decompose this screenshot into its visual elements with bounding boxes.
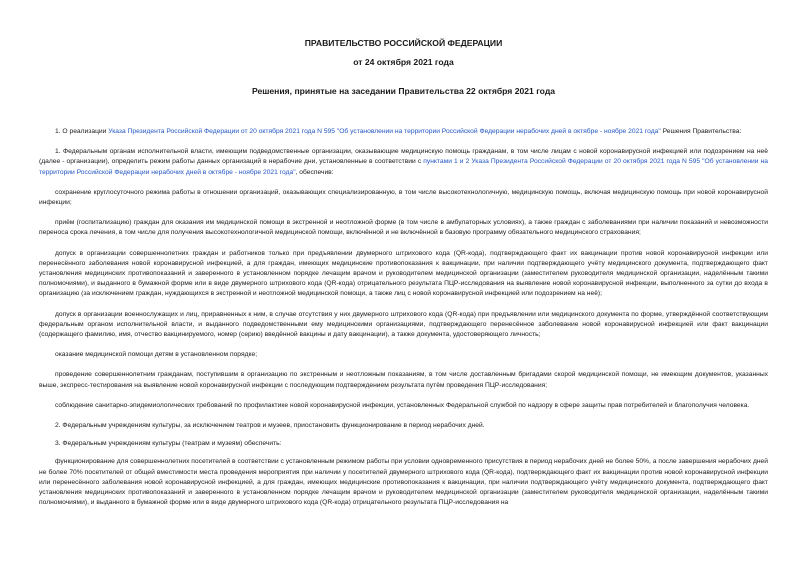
paragraph-12: функционирование для совершеннолетних посетителей в соответствии с установленным режимом работы при условии одновременного присутствия в период нерабочих дней не более 50%, а после завершения нерабочих дней не более 70% посетителей от общей вместимости места проведения мероприятия при наличии у посетителей двумерного штрихового кода (QR-кода), подтверждающего факт их вакцинации против новой коронавирусной инфекции или перенесённого заболевания новой коронавирусной инфекцией, а для граждан, имеющих медицинские противопоказания к вакцинации, при наличии подтверждающего учёту медицинского документа, подтверждающего факт установления медицинских противопоказаний и заверенного в установленном порядке лечащим врачом и руководителем медицинской организации (заместителем руководителя медицинской организации, наделённым такими полномочиями), и выданного в бумажной форме или в виде двумерного штрихового кода (QR-кода) отрицательного результата ПЦР-исследования на bbox=[39, 458, 768, 507]
paragraph-5: допуск в организации совершеннолетних граждан и работников только при предъявлении двумерного штрихового кода (QR-кода), подтверждающего факт их вакцинации против новой коронавирусной инфекции или перенесённого заболевания новой коронавирусной инфекцией, а для граждан, имеющих медицинские противопоказания к вакцинации, при наличии подтверждающего учёту медицинского документа, подтверждающего факт установления медицинских противопоказаний и заверенного в установленном порядке лечащим врачом и руководителем медицинской организации (заместителем руководителя медицинской организации, наделённым такими полномочиями), и выданного в бумажной форме или в виде двумерного штрихового кода (QR-кода) отрицательного результата ПЦР-исследования на выявление новой коронавирусной инфекции, выполненного за сутки до входа в организацию (за исключением граждан, нуждающихся в экстренной и неотложной медицинской помощи, а также лиц с новой коронавирусной инфекцией или подозрением на неё); bbox=[39, 249, 768, 298]
paragraph-text: Решения Правительства: bbox=[660, 128, 742, 135]
paragraph-3: сохранение круглосуточного режима работы в отношении организаций, оказывающих специализированную, в том числе высокотехнологичную, медицинскую помощь, включая медицинскую помощь при новой коронавирусной инфекции; bbox=[39, 188, 768, 207]
paragraph-9: соблюдение санитарно-эпидемиологических требований по профилактике новой коронавирусной инфекции, установленных Федеральной службой по надзору в сфере защиты прав потребителей и благополучия человека. bbox=[55, 401, 750, 409]
paragraph-8: проведение совершеннолетним гражданам, поступившим в организацию по экстренным и неотложным показаниям, в том числе доставленным бригадами скорой медицинской помощи, не имеющим документов, указанных выше, экспресс-тестирования на выявление новой коронавирусной инфекции с последующим подтверждением результата путём проведения ПЦР-исследования; bbox=[39, 371, 768, 389]
document-title: Решения, принятые на заседании Правительства 22 октября 2021 года bbox=[251, 86, 556, 96]
paragraph-7: оказание медицинской помощи детям в установленном порядке; bbox=[55, 351, 258, 359]
paragraph-11: 3. Федеральным учреждениям культуры (театрам и музеям) обеспечить: bbox=[55, 440, 282, 448]
paragraph-6: допуск в организации военнослужащих и лиц, приравненных к ним, в случае отсутствия у них двумерного штрихового кода (QR-кода) при предъявлении или медицинского документа по форме, утверждённой соответствующим федеральным органом исполнительной власти, и выданного подведомственными ему медицинскими организациями, подтверждающего перенесённое заболевание новой коронавирусной инфекцией или факт вакцинации (содержащего фамилию, имя, отчество вакцинируемого, номер (серию) введённой вакцины и дату вакцинации), а также документа, удостоверяющего личность; bbox=[39, 310, 768, 339]
document-date: от 24 октября 2021 года bbox=[353, 57, 454, 67]
document-body bbox=[39, 127, 768, 518]
paragraph-10: 2. Федеральным учреждениям культуры, за исключением театров и музеев, приостановить функционирование в период нерабочих дней. bbox=[55, 422, 485, 430]
paragraph-text: 1. Федеральным органам исполнительной власти, имеющим подведомственные организации, оказывающие медицинскую помощь гражданам, в том числе лицам с новой коронавирусной инфекцией или подозрением на неё (далее - организации), определить режим работы данных организаций в нерабочие дни, установленные в соответствии с bbox=[39, 148, 768, 166]
government-heading: ПРАВИТЕЛЬСТВО РОССИЙСКОЙ ФЕДЕРАЦИИ bbox=[304, 38, 503, 48]
decree-points-link[interactable]: пунктами 1 и 2 Указа Президента Российской Федерации от 20 октября 2021 года N 595 "Об установлении на территории Российской Федерации нерабочих дней в октябре - ноябре 2021 года" bbox=[39, 158, 768, 176]
decree-link[interactable]: Указа Президента Российской Федерации от 20 октября 2021 года N 595 "Об установлении на территории Российской Федерации нерабочих дней в октябре - ноябре 2021 года" bbox=[108, 128, 661, 135]
paragraph-2 bbox=[39, 147, 768, 178]
paragraph-1 bbox=[39, 127, 768, 137]
paragraph-4: приём (госпитализацию) граждан для оказания им медицинской помощи в экстренной и неотложной форме (в том числе в амбулаторных условиях), а также граждан с заболеваниями при наличии показаний и невозможности переноса срока лечения, в том числе для получения высокотехнологичной медицинской помощи, включённой и не включённой в базовую программу обязательного медицинского страхования; bbox=[39, 219, 768, 237]
paragraph-text: 1. О реализации bbox=[55, 128, 109, 135]
paragraph-text: , обеспечив: bbox=[295, 168, 334, 176]
